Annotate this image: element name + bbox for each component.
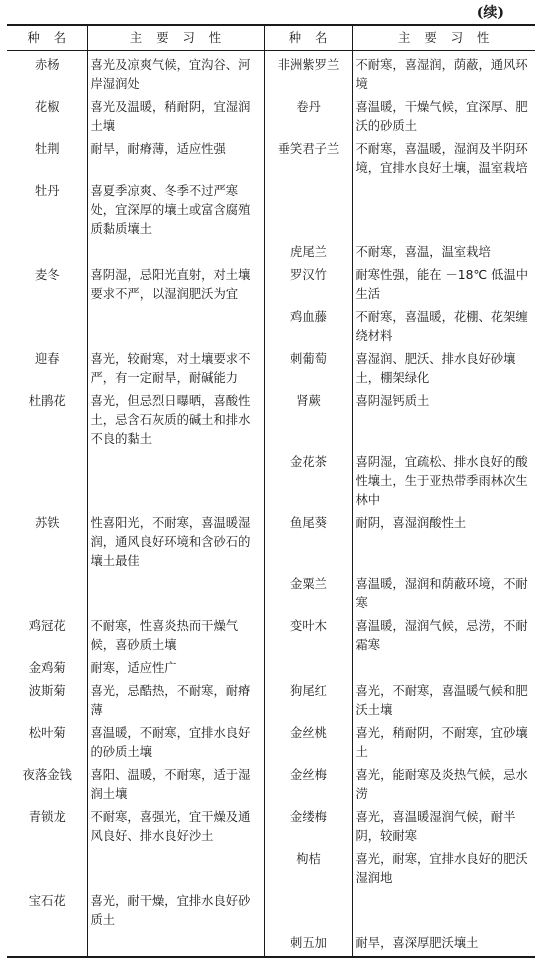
habit-cell: 喜阴湿，宜疏松、排水良好的酸性壤土，生于亚热带季雨林次生林中	[352, 452, 535, 513]
habit-cell: 耐寒，适应性广	[87, 658, 264, 681]
habit-cell: 喜光，但忌烈日曝晒，喜酸性土，忌含石灰质的碱土和排水不良的黏土	[87, 391, 264, 452]
species-name-cell: 枸桔	[264, 849, 352, 891]
species-name-cell	[7, 933, 87, 957]
table-row	[7, 765, 535, 807]
table-row	[7, 452, 535, 513]
species-name-cell: 金丝桃	[264, 723, 352, 765]
species-name-cell: 金丝梅	[264, 765, 352, 807]
species-name-cell: 垂笑君子兰	[264, 139, 352, 181]
habit-cell: 喜光，稍耐阴，不耐寒，宜砂壤土	[352, 723, 535, 765]
habit-cell	[87, 849, 264, 891]
table-row	[7, 658, 535, 681]
habit-cell: 性喜阳光，不耐寒，喜温暖湿润，通风良好环境和含砂石的壤土最佳	[87, 513, 264, 574]
habit-cell: 不耐寒，喜温，温室栽培	[352, 242, 535, 265]
habit-cell: 喜光及温暖，稍耐阴，宜湿润土壤	[87, 97, 264, 139]
species-name-cell: 金缕梅	[264, 807, 352, 849]
habit-cell: 喜光，耐寒，宜排水良好的肥沃湿润地	[352, 849, 535, 891]
habit-cell	[87, 574, 264, 616]
habit-cell: 喜光，能耐寒及炎热气候，忌水涝	[352, 765, 535, 807]
species-name-cell: 波斯菊	[28, 684, 66, 698]
species-name-cell: 卷丹	[264, 97, 352, 139]
habit-cell: 耐寒性强，能在 －18℃ 低温中生活	[352, 265, 535, 307]
habit-cell: 不耐寒，喜温暖，湿润及半阴环境，宜排水良好土壤，温室栽培	[352, 139, 535, 181]
habit-cell: 不耐寒，喜强光，宜干燥及通风良好、排水良好沙土	[87, 807, 264, 849]
table-row	[7, 51, 535, 98]
species-name-cell: 金鸡菊	[28, 661, 66, 675]
species-name-cell: 刺五加	[264, 933, 352, 957]
header-species-name-2: 种名	[264, 25, 352, 51]
habit-cell: 喜阴湿，忌阳光直射，对土壤要求不严，以湿润肥沃为宜	[87, 265, 264, 307]
species-name-cell	[7, 242, 87, 265]
species-name-cell: 鸡血藤	[264, 307, 352, 349]
habit-cell: 耐旱，喜深厚肥沃壤土	[352, 933, 535, 957]
table-body	[7, 51, 535, 958]
habit-cell: 喜阳、温暖，不耐寒，适于湿润土壤	[87, 765, 264, 807]
species-name-cell: 虎尾兰	[264, 242, 352, 265]
table-row	[7, 849, 535, 891]
species-name-cell: 狗尾红	[264, 681, 352, 723]
species-name-cell: 牡荆	[34, 142, 60, 156]
species-name-cell: 夜落金钱	[22, 768, 72, 782]
species-name-cell	[7, 452, 87, 513]
habit-cell	[87, 933, 264, 957]
habit-cell: 喜光及凉爽气候，宜沟谷、河岸湿润处	[87, 51, 264, 98]
species-name-cell	[7, 307, 87, 349]
table-row	[7, 181, 535, 242]
species-name-cell: 鸡冠花	[28, 619, 66, 633]
table-row	[7, 242, 535, 265]
habit-cell	[352, 181, 535, 242]
species-name-cell: 金花茶	[264, 452, 352, 513]
species-name-cell: 赤杨	[34, 58, 60, 72]
habit-cell: 喜温暖，干燥气候，宜深厚、肥沃的砂质土	[352, 97, 535, 139]
species-name-cell: 迎春	[34, 352, 60, 366]
table-row	[7, 265, 535, 307]
habit-cell	[87, 307, 264, 349]
species-name-cell: 松叶菊	[28, 726, 66, 740]
table-row	[7, 513, 535, 574]
table-row	[7, 616, 535, 658]
species-name-cell: 牡丹	[34, 184, 60, 198]
habit-cell	[87, 452, 264, 513]
habit-cell: 喜夏季凉爽、冬季不过严寒处，宜深厚的壤土或富含腐殖质黏质壤土	[87, 181, 264, 242]
species-name-cell: 苏铁	[34, 516, 60, 530]
species-name-cell	[264, 891, 352, 933]
species-name-cell: 刺葡萄	[264, 349, 352, 391]
habit-cell	[352, 658, 535, 681]
habit-cell: 耐旱，耐瘠薄，适应性强	[87, 139, 264, 181]
table-row	[7, 574, 535, 616]
species-name-cell: 肾蕨	[264, 391, 352, 452]
species-name-cell: 宝石花	[28, 894, 66, 908]
table-row	[7, 139, 535, 181]
species-name-cell: 金粟兰	[264, 574, 352, 616]
habit-cell: 喜光，忌酷热，不耐寒，耐瘠薄	[87, 681, 264, 723]
species-name-cell: 杜鹃花	[28, 394, 66, 408]
species-name-cell	[7, 574, 87, 616]
species-name-cell: 罗汉竹	[264, 265, 352, 307]
habit-cell: 不耐寒，喜湿润，荫蔽，通风环境	[352, 51, 535, 98]
habit-cell: 喜光，喜温暖湿润气候，耐半阴，较耐寒	[352, 807, 535, 849]
species-name-cell	[7, 849, 87, 891]
habit-cell: 喜光，较耐寒，对土壤要求不严，有一定耐旱，耐碱能力	[87, 349, 264, 391]
habit-cell: 喜温暖，不耐寒，宜排水良好的砂质土壤	[87, 723, 264, 765]
continued-label: (续)	[476, 5, 504, 21]
table-row	[7, 307, 535, 349]
species-name-cell	[264, 658, 352, 681]
habit-cell: 喜湿润、肥沃、排水良好砂壤土，棚架绿化	[352, 349, 535, 391]
species-name-cell: 花椒	[34, 100, 60, 114]
species-name-cell: 鱼尾葵	[264, 513, 352, 574]
header-species-name: 种名	[7, 25, 87, 51]
species-name-cell: 非洲紫罗兰	[264, 51, 352, 98]
table-row	[7, 349, 535, 391]
habit-cell: 不耐寒，喜温暖，花棚、花架缠绕材料	[352, 307, 535, 349]
table-row	[7, 933, 535, 957]
table-row	[7, 97, 535, 139]
species-name-cell: 麦冬	[34, 268, 60, 282]
habit-cell: 耐阴，喜湿润酸性土	[352, 513, 535, 574]
header-main-habit-2: 主要习性	[352, 25, 535, 51]
habit-cell: 不耐寒，性喜炎热而干燥气候，喜砂质土壤	[87, 616, 264, 658]
habit-cell: 喜光，不耐寒，喜温暖气候和肥沃土壤	[352, 681, 535, 723]
species-name-cell: 变叶木	[264, 616, 352, 658]
table-row	[7, 723, 535, 765]
habit-cell: 喜温暖，湿润和荫蔽环境，不耐寒	[352, 574, 535, 616]
species-name-cell: 青锁龙	[28, 810, 66, 824]
header-main-habit: 主要习性	[87, 25, 264, 51]
table-row	[7, 807, 535, 849]
species-name-cell	[264, 181, 352, 242]
table-row	[7, 681, 535, 723]
species-habit-table	[7, 24, 535, 958]
table-header-row	[7, 25, 535, 51]
habit-cell	[87, 242, 264, 265]
habit-cell	[352, 891, 535, 933]
habit-cell: 喜光，耐干燥，宜排水良好砂质土	[87, 891, 264, 933]
table-row	[7, 391, 535, 452]
habit-cell: 喜阴湿钙质土	[352, 391, 535, 452]
table-row	[7, 891, 535, 933]
habit-cell: 喜温暖，湿润气候，忌涝，不耐霜寒	[352, 616, 535, 658]
